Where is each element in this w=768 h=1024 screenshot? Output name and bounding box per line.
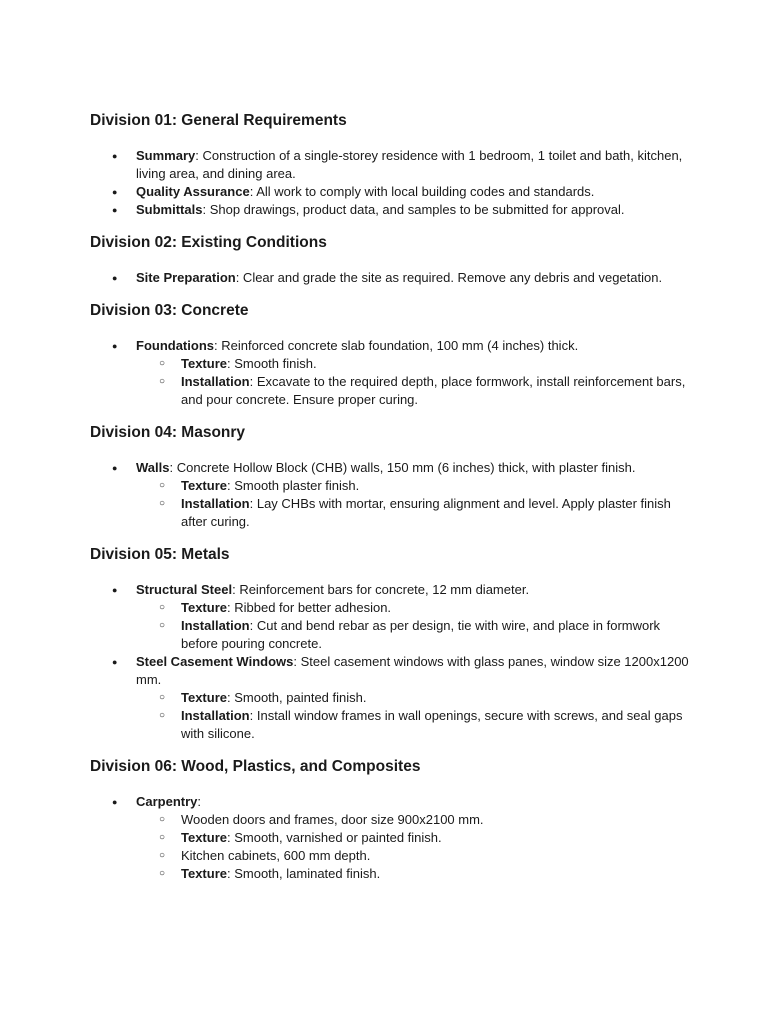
list-item <box>90 201 690 219</box>
item-term: Steel Casement Windows <box>136 654 294 669</box>
sub-list-item <box>136 373 690 409</box>
sub-list <box>136 811 690 883</box>
item-term: Site Preparation <box>136 270 236 285</box>
item-text: : Smooth, laminated finish. <box>227 866 381 881</box>
list-item <box>90 269 690 287</box>
item-text: : Construction of a single-storey residence with 1 bedroom, 1 toilet and bath, kitchen, living area, and dining area. <box>136 148 683 181</box>
sub-list <box>136 477 690 531</box>
item-text: : Excavate to the required depth, place formwork, install reinforcement bars, and pour concrete. Ensure proper curing. <box>181 374 686 407</box>
sub-list <box>136 355 690 409</box>
sub-list-item <box>136 811 690 829</box>
item-term: Installation <box>181 374 250 389</box>
item-term: Structural Steel <box>136 582 233 597</box>
section-heading: Division 02: Existing Conditions <box>90 234 327 251</box>
sub-list <box>136 689 690 743</box>
bullet-list <box>90 793 690 883</box>
section-heading: Division 03: Concrete <box>90 302 249 319</box>
item-text: : All work to comply with local building codes and standards. <box>249 184 595 199</box>
item-text: : Lay CHBs with mortar, ensuring alignment and level. Apply plaster finish after curing. <box>181 496 671 529</box>
item-term: Carpentry <box>136 794 198 809</box>
section-heading: Division 05: Metals <box>90 546 230 563</box>
division-06 <box>90 756 690 883</box>
item-term: Texture <box>181 478 227 493</box>
list-item <box>90 147 690 183</box>
division-04 <box>90 422 690 531</box>
bullet-list <box>90 581 690 743</box>
item-term: Texture <box>181 600 227 615</box>
item-text: : Install window frames in wall openings, secure with screws, and seal gaps with silicone. <box>181 708 683 741</box>
sub-list <box>136 599 690 653</box>
document-content <box>90 110 690 896</box>
sub-list-item <box>136 689 690 707</box>
bullet-list <box>90 337 690 409</box>
list-item <box>90 459 690 531</box>
item-term: Quality Assurance <box>136 184 250 199</box>
section-heading: Division 01: General Requirements <box>90 112 347 129</box>
item-term: Walls <box>136 460 170 475</box>
item-term: Summary <box>136 148 196 163</box>
item-text: : Reinforced concrete slab foundation, 100 mm (4 inches) thick. <box>214 338 579 353</box>
section-heading: Division 06: Wood, Plastics, and Composites <box>90 758 421 775</box>
item-text: : Smooth plaster finish. <box>227 478 360 493</box>
sub-list-item <box>136 477 690 495</box>
division-03 <box>90 300 690 409</box>
item-text: : Smooth finish. <box>227 356 317 371</box>
item-text: : Cut and bend rebar as per design, tie with wire, and place in formwork before pouring concrete. <box>181 618 661 651</box>
sub-list-item <box>136 495 690 531</box>
item-term: Installation <box>181 618 250 633</box>
item-text: : Shop drawings, product data, and samples to be submitted for approval. <box>202 202 625 217</box>
item-text: : Steel casement windows with glass panes, window size 1200x1200 mm. <box>136 654 689 687</box>
item-term: Submittals <box>136 202 203 217</box>
list-item <box>90 337 690 409</box>
sub-list-item <box>136 617 690 653</box>
item-term: Texture <box>181 356 227 371</box>
item-text: : Clear and grade the site as required. Remove any debris and vegetation. <box>235 270 663 285</box>
section-heading: Division 04: Masonry <box>90 424 246 441</box>
item-term: Texture <box>181 690 227 705</box>
list-item <box>90 653 690 743</box>
item-term: Installation <box>181 708 250 723</box>
item-text: : Reinforcement bars for concrete, 12 mm diameter. <box>232 582 530 597</box>
item-text: : Smooth, painted finish. <box>227 690 367 705</box>
item-text: : Ribbed for better adhesion. <box>227 600 392 615</box>
division-01 <box>90 110 690 219</box>
sub-list-item <box>136 865 690 883</box>
item-text: : Smooth, varnished or painted finish. <box>227 830 442 845</box>
item-term: Texture <box>181 830 227 845</box>
item-text: Kitchen cabinets, 600 mm depth. <box>181 848 371 863</box>
item-text: : Concrete Hollow Block (CHB) walls, 150 mm (6 inches) thick, with plaster finish. <box>169 460 636 475</box>
list-item <box>90 183 690 201</box>
sub-list-item <box>136 829 690 847</box>
bullet-list <box>90 459 690 531</box>
division-05 <box>90 544 690 743</box>
item-term: Foundations <box>136 338 214 353</box>
item-term: Installation <box>181 496 250 511</box>
item-text: : <box>197 794 202 809</box>
division-02 <box>90 232 690 287</box>
list-item <box>90 793 690 883</box>
sub-list-item <box>136 355 690 373</box>
item-text: Wooden doors and frames, door size 900x2100 mm. <box>181 812 484 827</box>
bullet-list <box>90 269 690 287</box>
item-term: Texture <box>181 866 227 881</box>
sub-list-item <box>136 599 690 617</box>
list-item <box>90 581 690 653</box>
sub-list-item <box>136 847 690 865</box>
sub-list-item <box>136 707 690 743</box>
bullet-list <box>90 147 690 219</box>
